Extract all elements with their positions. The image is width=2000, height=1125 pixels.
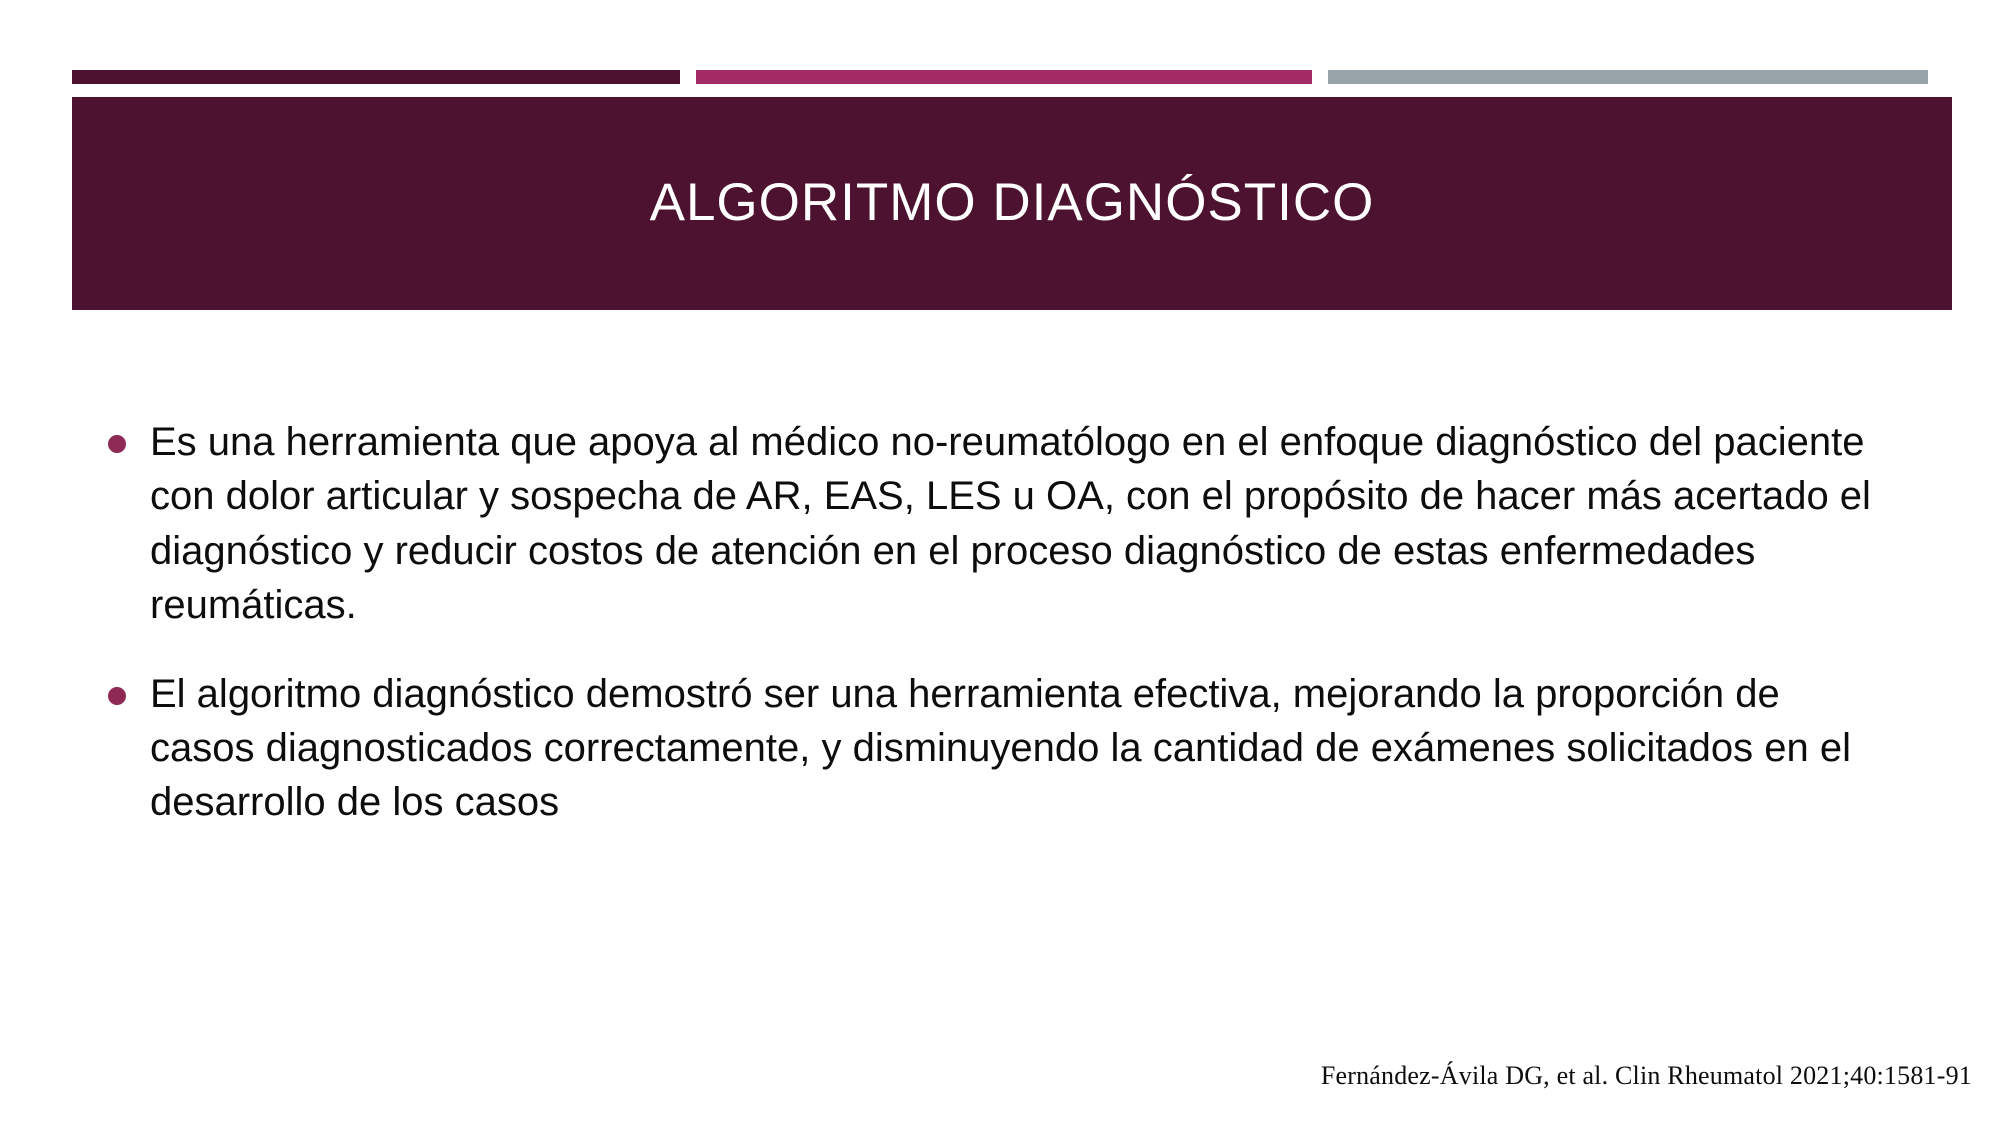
list-item <box>108 667 1898 830</box>
accent-bar-magenta <box>696 70 1312 84</box>
bullet-dot-icon <box>108 435 126 453</box>
accent-bar-gray <box>1328 70 1928 84</box>
list-item <box>108 415 1898 633</box>
bullet-dot-icon <box>108 687 126 705</box>
citation-reference: Fernández-Ávila DG, et al. Clin Rheumatol 2021;40:1581-91 <box>1320 1061 1972 1090</box>
bullet-text: El algoritmo diagnóstico demostró ser una herramienta efectiva, mejorando la proporción de casos diagnosticados correctamente, y disminuyendo la cantidad de exámenes solicitados en el desarrollo de los casos <box>150 671 1851 825</box>
title-band <box>72 97 1952 310</box>
accent-bar-dark <box>72 70 680 84</box>
accent-bar-group <box>72 70 1928 84</box>
bullet-text: Es una herramienta que apoya al médico no-reumatólogo en el enfoque diagnóstico del paciente con dolor articular y sospecha de AR, EAS, LES u OA, con el propósito de hacer más acertado el diagnóstico y reducir costos de atención en el proceso diagnóstico de estas enfermedades reumáticas. <box>150 420 1871 628</box>
page-title: ALGORITMO DIAGNÓSTICO <box>649 173 1375 233</box>
body-content <box>108 415 1898 864</box>
